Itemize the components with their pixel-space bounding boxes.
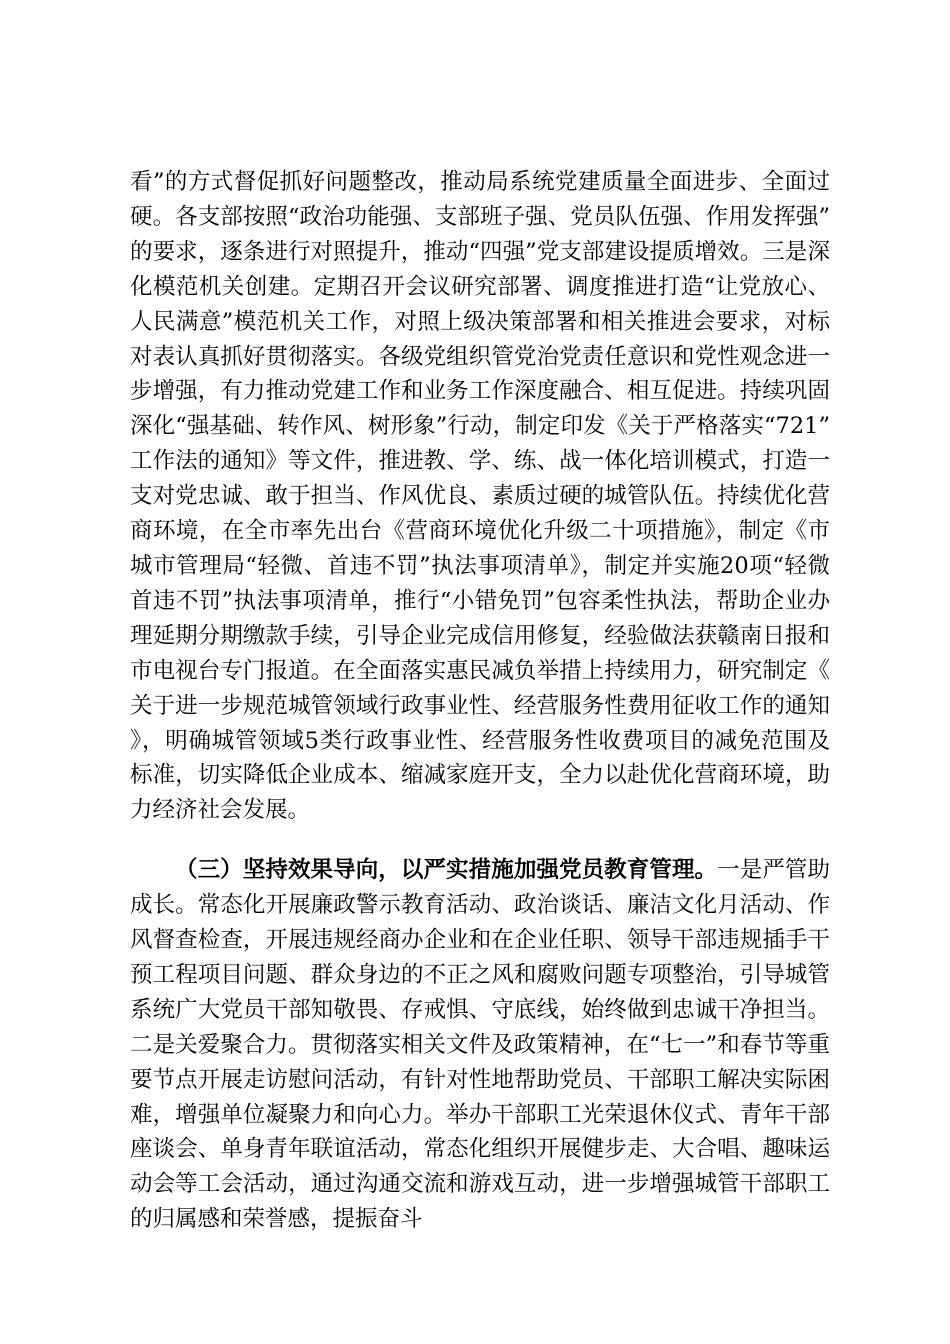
section-heading-three: （三）坚持效果导向，以严实措施加强党员教育管理。 <box>175 857 718 884</box>
paragraph-member-education <box>130 853 830 1237</box>
document-page <box>130 165 830 1237</box>
section-body-three: 一是严管助成长。常态化开展廉政警示教育活动、政治谈话、廉洁文化月活动、作风督查检查，开展违规经商办企业和在企业任职、领导干部违规插手干预工程项目问题、群众身边的不正之风和腐败问题专项整治，引导城管系统广大党员干部知敬畏、存戒惧、守底线，始终做到忠诚干净担当。二是关爱聚合力。贯彻落实相关文件及政策精神，在“七一”和春节等重要节点开展走访慰问活动，有针对性地帮助党员、干部职工解决实际困难，增强单位凝聚力和向心力。举办干部职工光荣退休仪式、青年干部座谈会、单身青年联谊活动，常态化组织开展健步走、大合唱、趣味运动会等工会活动，通过沟通交流和游戏互动，进一步增强城管干部职工的归属感和荣誉感，提振奋斗 <box>130 857 830 1233</box>
paragraph-party-building: 看”的方式督促抓好问题整改，推动局系统党建质量全面进步、全面过硬。各支部按照“政治功能强、支部班子强、党员队伍强、作用发挥强”的要求，逐条进行对照提升，推动“四强”党支部建设提质增效。三是深化模范机关创建。定期召开会议研究部署、调度推进打造“让党放心、人民满意”模范机关工作，对照上级决策部署和相关推进会要求，对标对表认真抓好贯彻落实。各级党组织管党治党责任意识和党性观念进一步增强，有力推动党建工作和业务工作深度融合、相互促进。持续巩固深化“强基础、转作风、树形象”行动，制定印发《关于严格落实“721”工作法的通知》等文件，推进教、学、练、战一体化培训模式，打造一支对党忠诚、敢于担当、作风优良、素质过硬的城管队伍。持续优化营商环境，在全市率先出台《营商环境优化升级二十项措施》，制定《市城市管理局“轻微、首违不罚”执法事项清单》，制定并实施20项“轻微首违不罚”执法事项清单，推行“小错免罚”包容柔性执法，帮助企业办理延期分期缴款手续，引导企业完成信用修复，经验做法获赣南日报和市电视台专门报道。在全面落实惠民减负举措上持续用力，研究制定《关于进一步规范城管领域行政事业性、经营服务性费用征收工作的通知》，明确城管领域5类行政事业性、经营服务性收费项目的减免范围及标准，切实降低企业成本、缩减家庭开支，全力以赴优化营商环境，助力经济社会发展。 <box>130 169 830 824</box>
